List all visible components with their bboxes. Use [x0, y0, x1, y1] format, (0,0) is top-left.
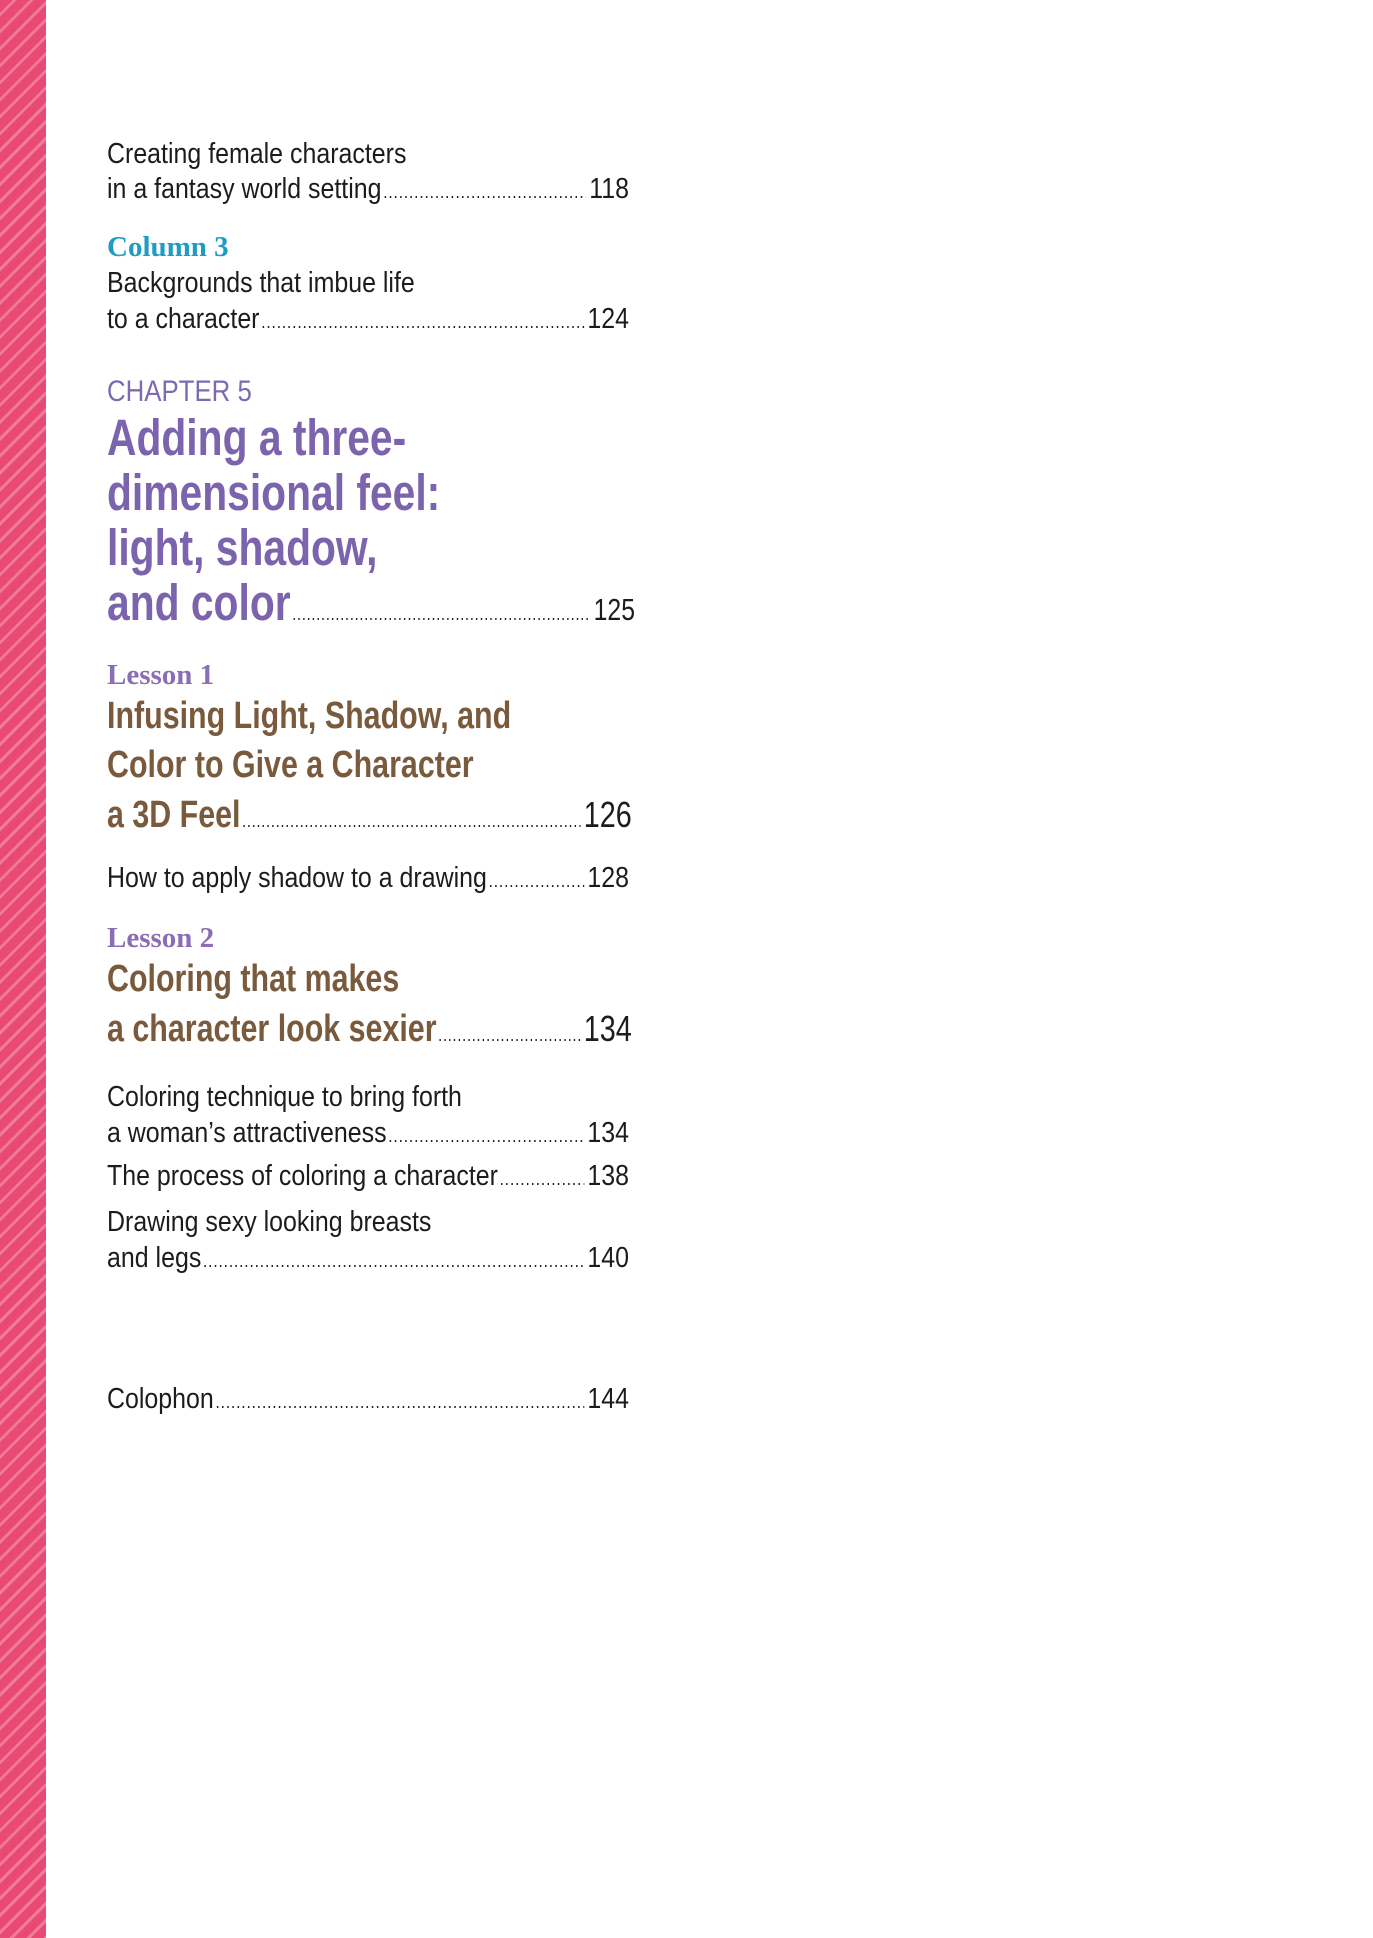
chapter-title-line: Adding a three-	[107, 409, 407, 466]
dot-leader	[438, 1011, 580, 1060]
lesson-title-last-line: a 3D Feel ..... 126	[107, 790, 632, 846]
entry-line1: Creating female characters	[107, 138, 407, 170]
lesson-title-line: Color to Give a Character	[107, 744, 474, 786]
chapter-title-last-line: and color ..... 125	[107, 575, 635, 642]
toc-entry-coloring-process[interactable]: The process of coloring a character ..... 138	[107, 1160, 629, 1193]
entry-line1: Coloring technique to bring forth	[107, 1081, 462, 1113]
toc-entry-breasts-legs[interactable]	[107, 1203, 629, 1275]
dot-leader	[383, 182, 586, 203]
page-number: 124	[587, 303, 630, 335]
chapter-title-line: dimensional feel:	[107, 464, 441, 521]
entry-line2: to a character ..... 124	[107, 303, 629, 336]
page-number: 125	[593, 592, 635, 627]
lesson-title-last-line: a character look sexier ..... 134	[107, 1004, 632, 1060]
toc-entry-colophon[interactable]: Colophon ..... 144	[107, 1383, 629, 1416]
toc-entry-column-3[interactable]	[107, 230, 629, 336]
left-edge-stripe	[0, 0, 46, 1938]
page-number: 118	[589, 173, 630, 205]
lesson-title-line: Infusing Light, Shadow, and	[107, 695, 512, 737]
dot-leader	[215, 1392, 583, 1413]
dot-leader	[261, 312, 584, 333]
entry-line2: in a fantasy world setting ..... 118	[107, 173, 629, 206]
toc-entry-lesson-1[interactable]	[107, 658, 632, 846]
chapter-title-line: light, shadow,	[107, 519, 378, 576]
lesson-label: Lesson 2	[107, 922, 215, 954]
lesson-label: Lesson 1	[107, 659, 215, 691]
dot-leader	[500, 1169, 584, 1190]
dot-leader	[242, 797, 580, 846]
column-label: Column 3	[107, 231, 229, 263]
page-number: 134	[587, 1117, 630, 1149]
entry-line1: Drawing sexy looking breasts	[107, 1206, 432, 1238]
entry-line2: and legs ..... 140	[107, 1242, 629, 1275]
toc-entry-lesson-2[interactable]	[107, 921, 632, 1060]
page-number: 126	[583, 794, 632, 835]
dot-leader	[203, 1251, 584, 1272]
dot-leader	[489, 871, 584, 892]
dot-leader	[292, 587, 590, 642]
toc-entry-apply-shadow[interactable]: How to apply shadow to a drawing ..... 128	[107, 862, 629, 895]
page-number: 138	[587, 1160, 630, 1192]
page-number: 134	[583, 1008, 632, 1049]
chapter-label: CHAPTER 5	[107, 375, 252, 408]
page-number: 140	[587, 1242, 630, 1274]
page-number: 144	[587, 1383, 630, 1415]
dot-leader	[388, 1126, 584, 1147]
toc-entry-coloring-technique[interactable]	[107, 1078, 629, 1150]
page-number: 128	[587, 862, 630, 894]
entry-line1: Backgrounds that imbue life	[107, 267, 415, 299]
entry-line2: a woman’s attractiveness ..... 134	[107, 1117, 629, 1150]
table-of-contents	[107, 135, 635, 1416]
toc-entry-fantasy-characters[interactable]	[107, 135, 629, 206]
toc-entry-chapter-5[interactable]	[107, 374, 635, 642]
lesson-title-line: Coloring that makes	[107, 958, 400, 1000]
